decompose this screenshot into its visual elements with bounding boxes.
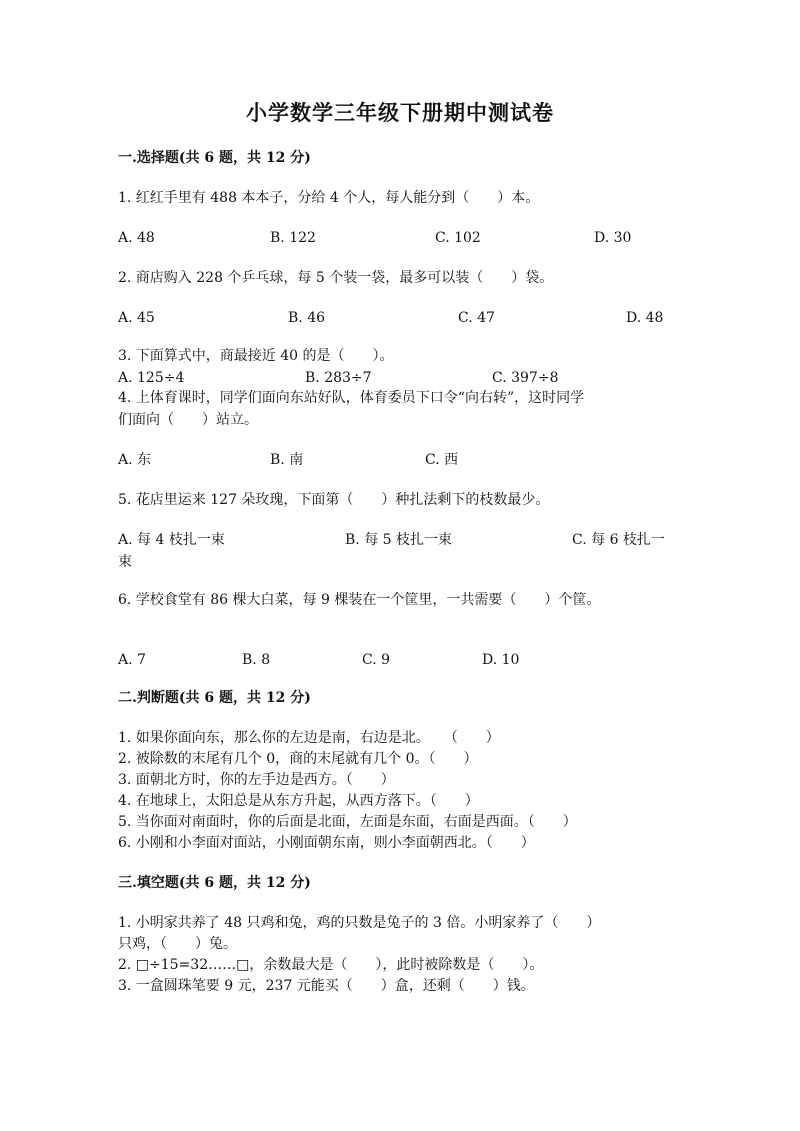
question-stem: 6. 学校食堂有 86 棵大白菜，每 9 棵装在一个筐里，一共需要（ ）个筐。: [118, 592, 601, 608]
judge-item: 5. 当你面对南面时，你的后面是北面，左面是东面，右面是西面。（ ）: [118, 814, 577, 830]
question-stem-line1: 4. 上体育课时，同学们面向东站好队，体育委员下口令“向右转”，这时同学: [118, 390, 585, 406]
judge-item: 6. 小刚和小李面对面站，小刚面朝东南，则小李面朝西北。（ ）: [118, 835, 535, 851]
option-a: A. 每 4 枝扎一束: [118, 532, 225, 548]
fill-item: 2. □÷15=32……□，余数最大是（ ），此时被除数是（ ）。: [118, 957, 544, 973]
question-stem: 5. 花店里运来 127 朵玫瑰，下面第（ ）种扎法剩下的枝数最少。: [118, 492, 550, 508]
judge-item: 2. 被除数的末尾有几个 0，商的末尾就有几个 0。（ ）: [118, 751, 478, 767]
option-a: A. 东: [118, 452, 152, 468]
option-c: C. 西: [425, 452, 459, 468]
option-b: B. 每 5 枝扎一束: [345, 532, 452, 548]
option-c: C. 47: [458, 310, 495, 326]
option-c-wrap: 束: [118, 554, 132, 570]
fill-item: 1. 小明家共养了 48 只鸡和兔，鸡的只数是兔子的 3 倍。小明家养了（ ）: [118, 915, 601, 931]
judge-item: 1. 如果你面向东，那么你的左边是南，右边是北。 （ ）: [118, 730, 500, 746]
option-a: A. 7: [118, 652, 146, 668]
fill-item-continued: 只鸡，（ ）兔。: [118, 936, 237, 952]
option-c: C. 每 6 枝扎一: [572, 532, 665, 548]
question-stem: 2. 商店购入 228 个乒乓球，每 5 个装一袋，最多可以装（ ）袋。: [118, 270, 554, 286]
option-a: A. 45: [118, 310, 155, 326]
question-stem: 1. 红红手里有 488 本本子，分给 4 个人，每人能分到（ ）本。: [118, 190, 540, 206]
judge-item: 3. 面朝北方时，你的左手边是西方。（ ）: [118, 772, 395, 788]
section-heading-judge: 二.判断题(共 6 题，共 12 分): [118, 690, 311, 706]
option-d: D. 10: [482, 652, 520, 668]
page-title: 小学数学三年级下册期中测试卷: [246, 100, 554, 125]
option-a: A. 48: [118, 230, 155, 246]
option-d: D. 30: [594, 230, 632, 246]
section-heading-fill: 三.填空题(共 6 题，共 12 分): [118, 875, 311, 891]
judge-item: 4. 在地球上，太阳总是从东方升起，从西方落下。（ ）: [118, 793, 479, 809]
fill-item: 3. 一盒圆珠笔要 9 元，237 元能买（ ）盒，还剩（ ）钱。: [118, 978, 535, 994]
option-b: B. 8: [242, 652, 271, 668]
option-c: C. 9: [362, 652, 391, 668]
option-c: C. 102: [435, 230, 481, 246]
question-stem: 3. 下面算式中，商最接近 40 的是（ ）。: [118, 348, 394, 364]
option-b: B. 46: [288, 310, 326, 326]
option-b: B. 283÷7: [305, 370, 372, 386]
section-heading-choice: 一.选择题(共 6 题，共 12 分): [118, 150, 311, 166]
option-b: B. 122: [270, 230, 316, 246]
option-b: B. 南: [270, 452, 304, 468]
question-stem-line2: 们面向（ ）站立。: [118, 412, 258, 428]
option-c: C. 397÷8: [492, 370, 559, 386]
option-a: A. 125÷4: [118, 370, 185, 386]
option-d: D. 48: [626, 310, 664, 326]
